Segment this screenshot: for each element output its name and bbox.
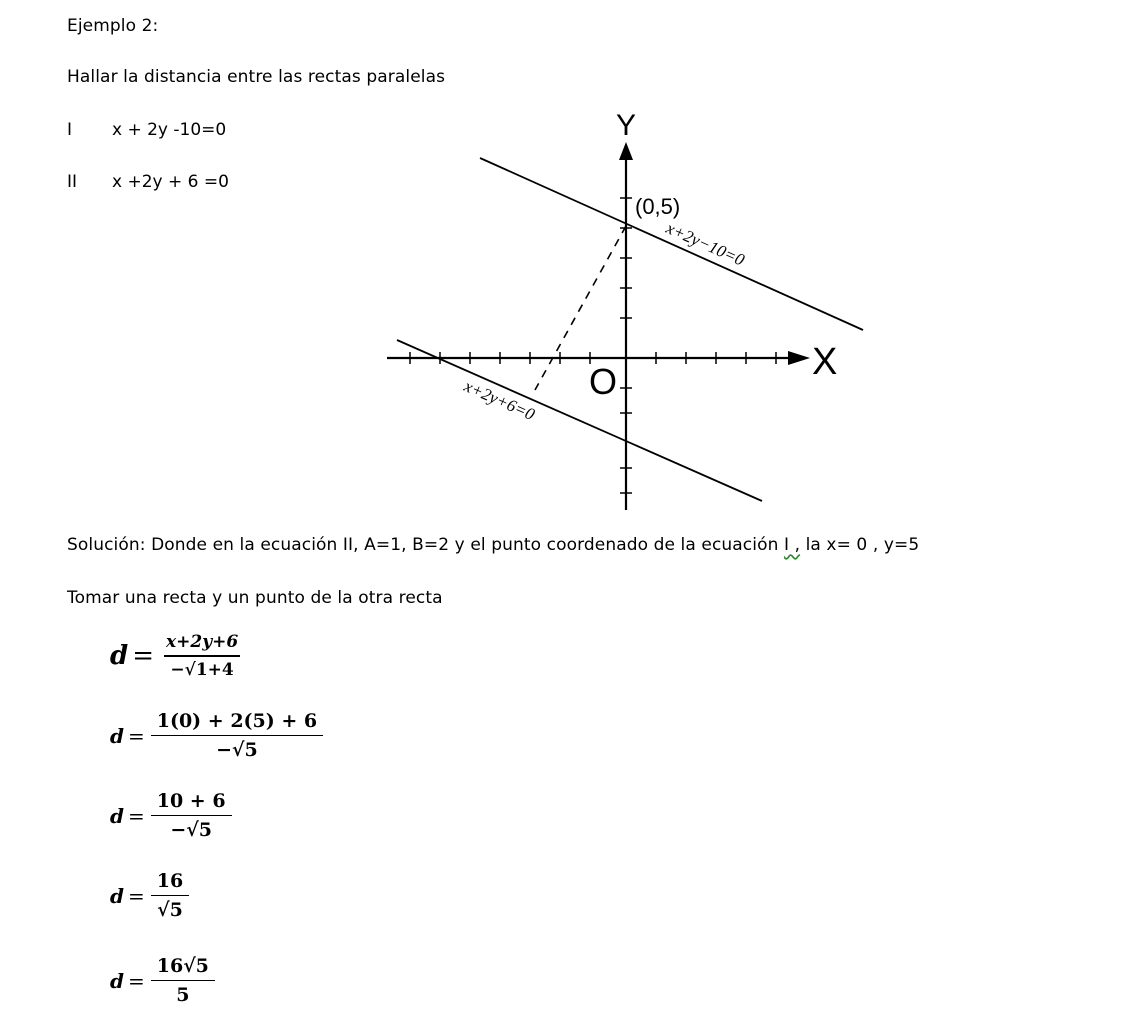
x-axis-label: X (812, 341, 838, 383)
instruction-text: Tomar una recta y un punto de la otra recta (67, 588, 443, 608)
step-4-lhs: d (110, 883, 124, 908)
formula-step-4: d = $\frac{16}{√5}$ (110, 870, 189, 921)
solution-prefix: Solución: Donde en la ecuación II, A=1, B=2 y el punto coordenado de la ecuación (67, 535, 784, 555)
y-axis-arrow-icon (619, 142, 633, 160)
step-5-lhs: d (110, 968, 124, 993)
step-1-denominator: −√1+4 (164, 655, 239, 680)
equation-2: x +2y + 6 =0 (112, 172, 229, 192)
problem-statement: Hallar la distancia entre las rectas paralelas (67, 67, 446, 87)
step-2-numerator: 1(0) + 2(5) + 6 (156, 710, 318, 732)
equation-1-label: I (67, 120, 73, 140)
step-3-numerator: 10 + 6 (156, 790, 226, 812)
step-1-lhs: d (110, 641, 129, 671)
step-5-denominator: 5 (151, 980, 215, 1006)
formula-step-3: d = $\frac{10 + 6}{-√5}$ (110, 790, 232, 841)
step-1-numerator: x+2y+6 (165, 632, 239, 652)
solution-marker: I , (783, 535, 801, 555)
equation-1: x + 2y -10=0 (112, 120, 227, 140)
line-2 (397, 340, 762, 501)
line-1 (480, 158, 863, 330)
formula-step-5: d = $\frac{16√5}{5}$ (110, 955, 215, 1006)
y-axis-label: Y (615, 109, 637, 142)
step-2-denominator: −√5 (151, 735, 323, 761)
step-2-lhs: d (110, 723, 124, 748)
example-heading: Ejemplo 2: (67, 16, 159, 36)
point-label: (0,5) (635, 194, 681, 219)
step-3-lhs: d (110, 803, 124, 828)
line-2-label: x+2y+6=0 (461, 376, 538, 425)
equation-2-label: II (67, 172, 78, 192)
step-5-numerator: 16√5 (156, 955, 209, 977)
formula-step-1: d = $\frac{x+2y+6}{-√1+4}$ (110, 632, 244, 680)
solution-text (67, 535, 919, 555)
step-4-numerator: 16 (156, 870, 184, 892)
line-1-label: x+2y−10=0 (663, 218, 748, 270)
x-axis-arrow-icon (788, 351, 810, 365)
step-4-denominator: √5 (151, 895, 189, 921)
graph-figure (385, 108, 865, 513)
origin-label: O (588, 361, 618, 402)
solution-suffix: la x= 0 , y=5 (800, 535, 920, 555)
formula-step-2: d = $\frac{1(0) + 2(5) + 6}{-√5}$ (110, 710, 323, 761)
step-3-denominator: −√5 (151, 815, 232, 841)
